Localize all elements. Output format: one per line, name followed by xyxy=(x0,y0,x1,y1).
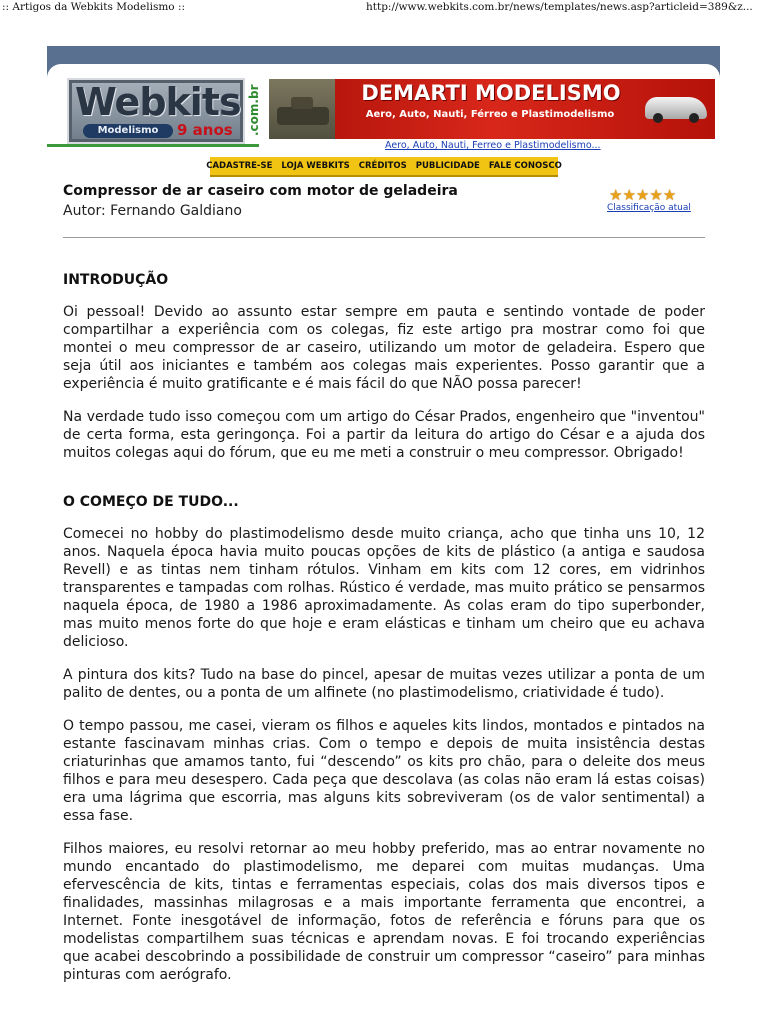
nav-cadastre[interactable]: CADASTRE-SE xyxy=(206,161,273,171)
logo-domain: .com.br xyxy=(247,84,261,136)
banner-link[interactable]: Aero, Auto, Nauti, Ferreo e Plastimodelismo... xyxy=(385,140,601,151)
rating-stars[interactable] xyxy=(609,188,676,203)
accent-bar xyxy=(47,144,259,147)
nav-loja[interactable]: LOJA WEBKITS xyxy=(281,161,350,171)
banner-title: DEMARTI MODELISMO xyxy=(361,81,621,105)
article-body xyxy=(63,272,705,999)
star-icon: ★ xyxy=(662,186,677,204)
nav-publicidade[interactable]: PUBLICIDADE xyxy=(415,161,480,171)
print-header xyxy=(0,0,768,16)
top-nav xyxy=(206,157,562,177)
logo-tagline: Modelismo xyxy=(83,124,173,138)
nav-fale-conosco[interactable]: FALE CONOSCO xyxy=(488,161,562,171)
paragraph: Oi pessoal! Devido ao assunto estar sempre em pauta e sentindo vontade de poder compartilhar a experiência com os colegas, fiz este artigo pra mostrar como foi que montei o meu compressor de ar caseiro, utilizando um motor de geladeira. Espero que seja útil aos iniciantes e também aos colegas mais experientes. Posso garantir que a experiência é muito gratificante e é mais fácil do que NÃO possa parecer! xyxy=(63,304,705,392)
star-icon: ★ xyxy=(622,186,636,204)
section-heading-introducao: INTRODUÇÃO xyxy=(63,272,169,288)
demarti-banner-ad[interactable] xyxy=(269,79,715,139)
print-header-url: http://www.webkits.com.br/news/templates/news.asp?articleid=389&z... xyxy=(366,1,753,13)
print-header-title: :: Artigos da Webkits Modelismo :: xyxy=(2,1,186,13)
banner-subtitle: Aero, Auto, Nauti, Férreo e Plastimodelismo xyxy=(365,109,615,120)
webkits-logo[interactable] xyxy=(67,78,245,144)
paragraph: Na verdade tudo isso começou com um artigo do César Prados, engenheiro que "inventou" de certa forma, esta geringonça. Foi a partir da leitura do artigo do César e a ajuda dos muitos colegas aqui do fórum, que eu me meti a construir o meu compressor. Obrigado! xyxy=(63,409,705,461)
paragraph: Comecei no hobby do plastimodelismo desde muito criança, acho que tinha uns 10, 12 anos. Naquela época havia muito poucas opções de kits de plástico (a antiga e saudosa Revell) e as tintas nem tinham rótulos. Vinham em kits com 12 cores, em vidrinhos transparentes e tampadas com rolhas. Rústico é verdade, mas muito prático se pensarmos naquela época, de 1980 a 1986 aproximadamente. As colas eram do tipo superbonder, mas muito menos forte do que hoje e eram elásticas e tinham um cheiro que eu achava delicioso. xyxy=(63,526,705,650)
logo-wordmark: Webkits xyxy=(75,80,241,124)
star-icon: ★ xyxy=(635,186,650,204)
banner-tank-photo xyxy=(269,79,335,139)
star-icon: ★ xyxy=(649,186,663,204)
header-panel xyxy=(47,64,720,156)
rating-link[interactable]: Classificação atual xyxy=(607,203,691,213)
site-header xyxy=(47,46,720,156)
logo-anniversary: 9 anos xyxy=(177,121,233,139)
article-title: Compressor de ar caseiro com motor de geladeira xyxy=(63,183,458,199)
article-author: Autor: Fernando Galdiano xyxy=(63,203,242,219)
paragraph: A pintura dos kits? Tudo na base do pincel, apesar de muitas vezes utilizar a ponta de um palito de dentes, ou a ponta de um alfinete (no plastimodelismo, criatividade é tudo). xyxy=(63,667,705,701)
section-heading-comeco: O COMEÇO DE TUDO... xyxy=(63,494,239,510)
paragraph: Filhos maiores, eu resolvi retornar ao meu hobby preferido, mas ao entrar novamente no mundo encantado do plastimodelismo, me deparei com muitas mudanças. Uma efervescência de kits, tintas e ferramentas especiais, colas dos mais diversos tipos e finalidades, massinhas milagrosas e a mais importante ferramenta que encontrei, a Internet. Fonte inesgotável de informação, fotos de referência e fóruns para que os modelistas compartilhem suas técnicas e aprendam novas. E foi trocando experiências que acabei descobrindo a possibilidade de construir um compressor “caseiro” para minhas pinturas com aerógrafo. xyxy=(63,841,705,983)
car-icon xyxy=(645,97,707,119)
nav-creditos[interactable]: CRÉDITOS xyxy=(358,161,407,171)
divider xyxy=(63,237,705,238)
paragraph: O tempo passou, me casei, vieram os filhos e aqueles kits lindos, montados e pintados na estante fascinavam minhas crias. Com o tempo e depois de muita insistência destas criaturinhas que amamos tanto, fui “descendo” os kits pro chão, para o deleite dos meus filhos e para meu desespero. Cada peça que descolava (as colas não eram lá estas coisas) era uma lágrima que escorria, mas alguns kits sobreviveram (os de valor sentimental) a essa fase. xyxy=(63,718,705,824)
star-icon: ★ xyxy=(609,186,623,204)
tank-icon xyxy=(277,107,329,125)
